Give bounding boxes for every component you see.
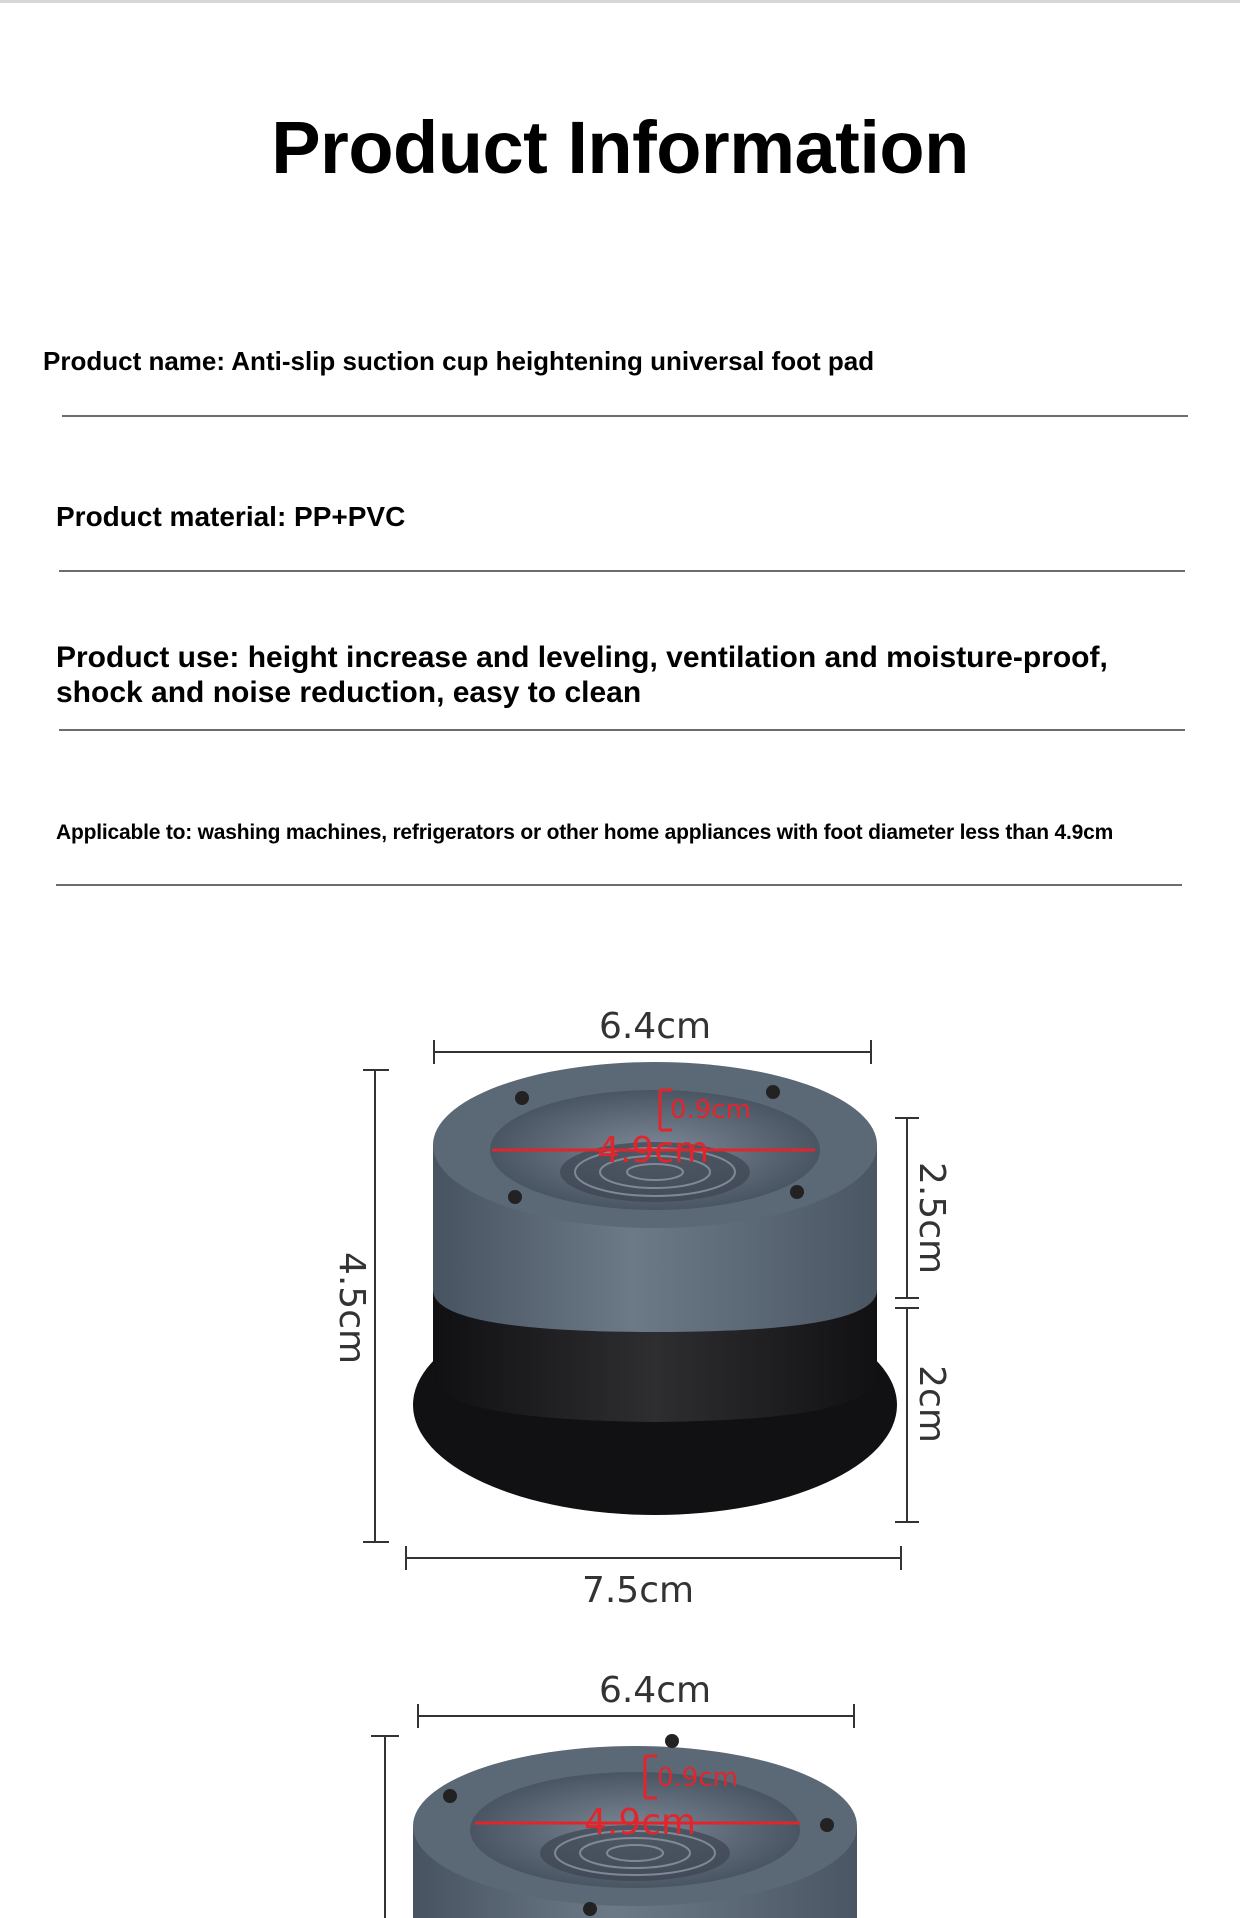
rim-label-2: 0.9cm xyxy=(657,1763,738,1793)
screw-hole xyxy=(766,1085,780,1099)
screw-hole xyxy=(515,1091,529,1105)
screw-hole xyxy=(443,1789,457,1803)
product-use-line-2: shock and noise reduction, easy to clean xyxy=(56,676,642,709)
base-width-label: 7.5cm xyxy=(581,1570,695,1610)
page-title: Product Information xyxy=(271,106,969,189)
divider-2 xyxy=(59,570,1185,572)
top-width-label: 6.4cm xyxy=(598,1006,712,1047)
product-name: Product name: Anti-slip suction cup heightening universal foot pad xyxy=(43,346,875,376)
lower-height-dimension xyxy=(895,1308,952,1522)
total-height-dimension xyxy=(331,1070,389,1542)
screw-hole xyxy=(583,1902,597,1916)
divider-1 xyxy=(62,415,1188,417)
upper-height-label: 2.5cm xyxy=(911,1161,952,1275)
divider-3 xyxy=(59,729,1185,731)
screw-hole xyxy=(790,1185,804,1199)
product-material: Product material: PP+PVC xyxy=(56,501,406,532)
inner-diameter-label-2: 4.9cm xyxy=(583,1802,697,1843)
total-height-label: 4.5cm xyxy=(331,1251,372,1365)
inner-diameter-label: 4.9cm xyxy=(596,1130,710,1171)
top-width-dimension-2 xyxy=(418,1670,854,1728)
product-use xyxy=(56,640,1108,710)
base-width-dimension xyxy=(406,1546,901,1610)
screw-hole xyxy=(820,1818,834,1832)
screw-hole xyxy=(665,1734,679,1748)
rim-label: 0.9cm xyxy=(670,1095,751,1125)
applicable-to: Applicable to: washing machines, refrigerators or other home appliances with foot diameter less than 4.9cm xyxy=(56,821,1114,844)
top-border xyxy=(0,0,1240,3)
product-use-line-1: Product use: height increase and leveling, ventilation and moisture-proof, xyxy=(56,641,1108,674)
upper-height-dimension xyxy=(895,1118,952,1298)
screw-hole xyxy=(508,1190,522,1204)
top-width-label-2: 6.4cm xyxy=(598,1670,712,1711)
divider-4 xyxy=(56,884,1182,886)
product-diagram-2 xyxy=(0,1628,1240,1918)
product-diagram-1 xyxy=(0,990,1240,1610)
top-width-dimension xyxy=(434,1006,871,1064)
total-height-dimension-2 xyxy=(371,1736,399,1918)
lower-height-label: 2cm xyxy=(911,1365,952,1443)
